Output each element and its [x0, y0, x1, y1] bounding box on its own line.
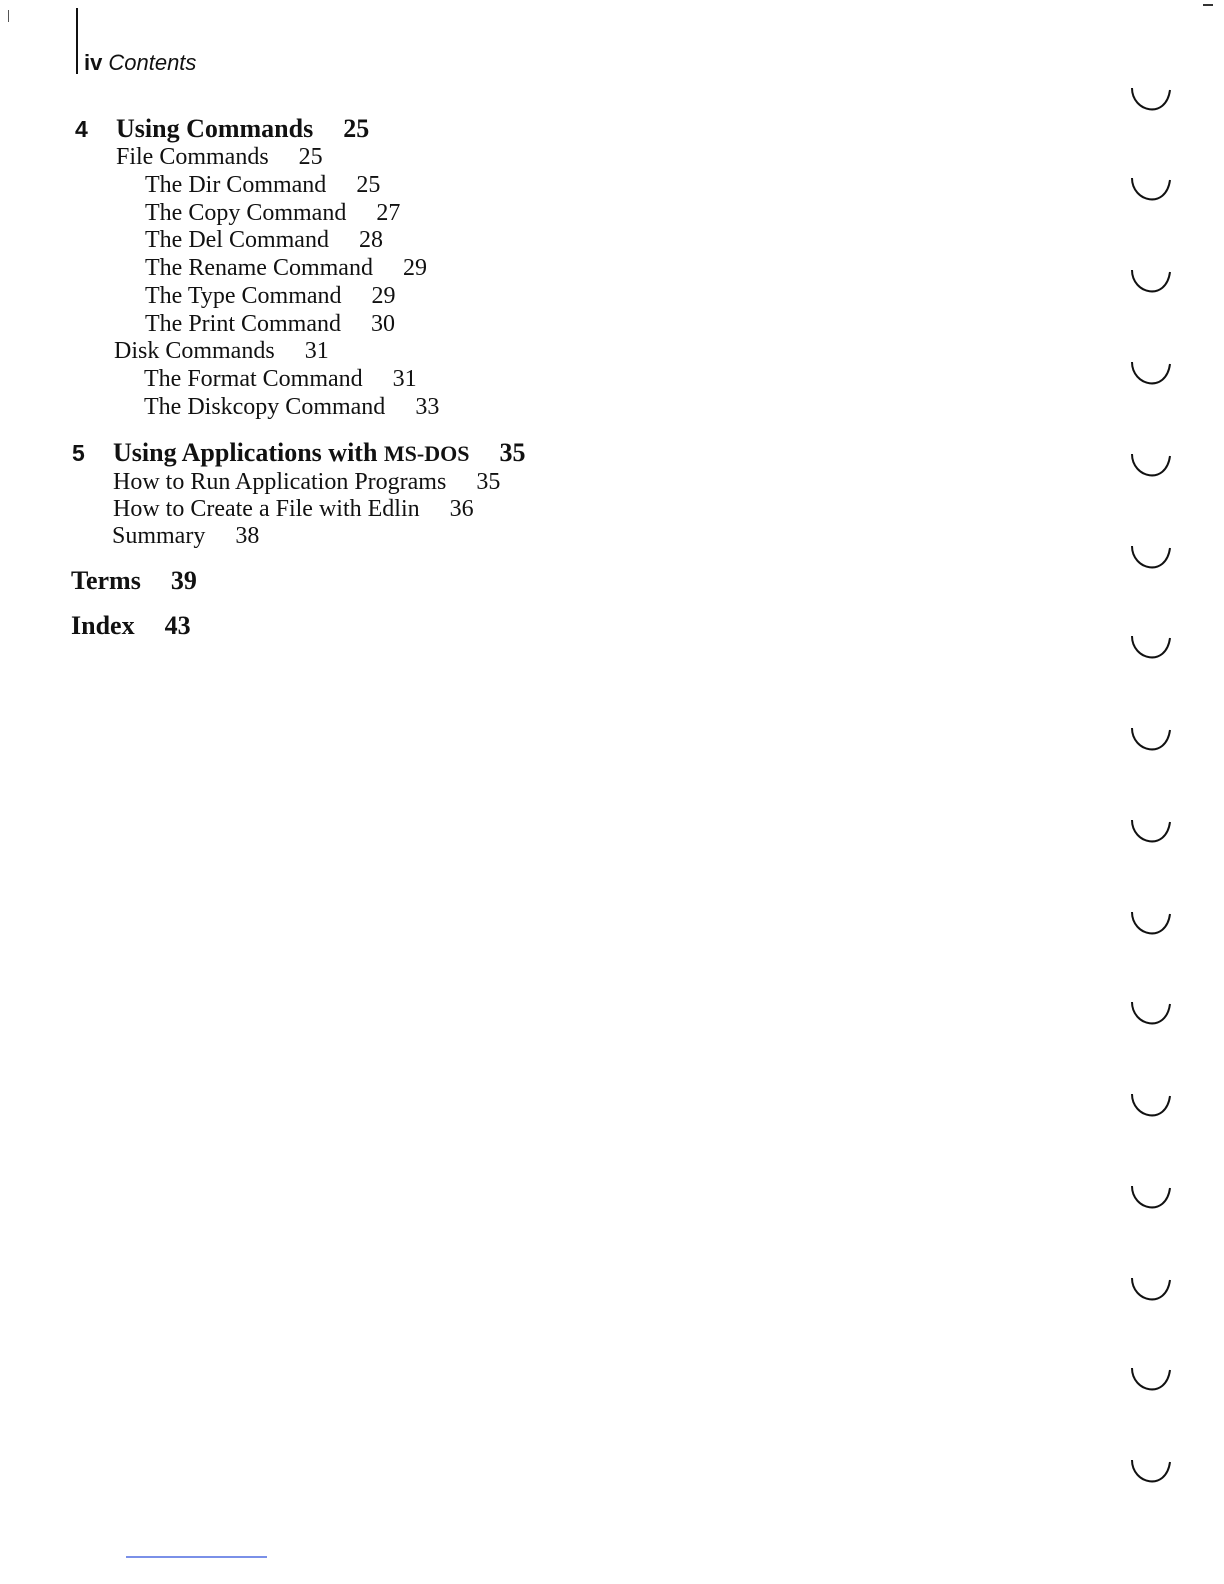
binding-hole-icon [1126, 1362, 1176, 1402]
page-number: 35 [499, 438, 526, 467]
entry-title: The Diskcopy Command [144, 394, 386, 420]
toc-terms[interactable] [71, 566, 197, 596]
binding-hole-icon [1126, 448, 1176, 488]
entry-title: The Type Command [145, 283, 342, 309]
binding-hole-icon [1126, 82, 1176, 122]
binding-hole-icon [1126, 630, 1176, 670]
toc-entry-run-apps[interactable] [113, 468, 500, 496]
section-title: Terms [71, 566, 141, 595]
binding-hole-icon [1126, 814, 1176, 854]
entry-title: The Del Command [145, 227, 329, 253]
page-number: 31 [392, 366, 417, 392]
page-number: 39 [170, 566, 197, 595]
chapter-title-smallcaps: MS-DOS [383, 441, 470, 466]
entry-title: Disk Commands [114, 338, 275, 364]
section-title: Index [71, 611, 135, 640]
page-number: 29 [402, 255, 427, 281]
toc-entry-disk-commands[interactable] [114, 337, 329, 365]
toc-entry-file-commands[interactable] [116, 143, 323, 171]
binding-hole-icon [1126, 172, 1176, 212]
toc-entry-format[interactable] [144, 365, 417, 393]
toc-entry-del[interactable] [145, 226, 383, 254]
scan-mark [8, 10, 9, 22]
page-number: 43 [164, 611, 191, 640]
chapter-number: 4 [75, 116, 88, 142]
page-number: 36 [449, 496, 474, 522]
binding-hole-icon [1126, 1272, 1176, 1312]
entry-title: Summary [112, 523, 206, 549]
toc-entry-summary[interactable] [112, 522, 259, 550]
entry-title: The Print Command [145, 311, 341, 337]
binding-hole-icon [1126, 1454, 1176, 1494]
chapter-title: Using Commands [116, 114, 314, 143]
toc-entry-copy[interactable] [145, 199, 400, 227]
page-number: 25 [298, 144, 323, 170]
toc-entry-dir[interactable] [145, 171, 380, 199]
chapter-number: 5 [72, 440, 85, 466]
page-number: 27 [376, 200, 401, 226]
binding-hole-icon [1126, 540, 1176, 580]
chapter-title: Using Applications with [113, 438, 378, 467]
binding-holes [1126, 0, 1186, 1584]
page-folio: iv [84, 50, 103, 75]
toc-chapter-5[interactable] [113, 438, 525, 469]
page-number: 29 [371, 283, 396, 309]
toc-entry-edlin[interactable] [113, 495, 474, 523]
page-number: 33 [415, 394, 440, 420]
page-number: 25 [356, 172, 381, 198]
binding-hole-icon [1126, 1088, 1176, 1128]
page-number: 35 [476, 469, 501, 495]
toc-chapter-4[interactable] [116, 114, 369, 144]
entry-title: The Rename Command [145, 255, 373, 281]
running-head [84, 50, 196, 76]
toc-entry-diskcopy[interactable] [144, 393, 439, 421]
toc-entry-type[interactable] [145, 282, 396, 310]
section-name: Contents [108, 50, 197, 75]
toc-entry-print[interactable] [145, 310, 395, 338]
footer-rule [126, 1556, 267, 1558]
entry-title: The Format Command [144, 366, 363, 392]
page-number: 28 [358, 227, 383, 253]
binding-hole-icon [1126, 1180, 1176, 1220]
entry-title: The Dir Command [145, 172, 327, 198]
scan-mark [1203, 4, 1213, 6]
entry-title: The Copy Command [145, 200, 347, 226]
page-number: 25 [343, 114, 370, 143]
entry-title: How to Run Application Programs [113, 469, 447, 495]
entry-title: File Commands [116, 144, 269, 170]
entry-title: How to Create a File with Edlin [113, 496, 420, 522]
page-number: 38 [235, 523, 260, 549]
page-rule [76, 8, 78, 74]
toc-entry-rename[interactable] [145, 254, 427, 282]
page-number: 31 [304, 338, 329, 364]
binding-hole-icon [1126, 996, 1176, 1036]
binding-hole-icon [1126, 264, 1176, 304]
binding-hole-icon [1126, 356, 1176, 396]
toc-index[interactable] [71, 611, 191, 641]
page-number: 30 [370, 311, 395, 337]
binding-hole-icon [1126, 722, 1176, 762]
binding-hole-icon [1126, 906, 1176, 946]
